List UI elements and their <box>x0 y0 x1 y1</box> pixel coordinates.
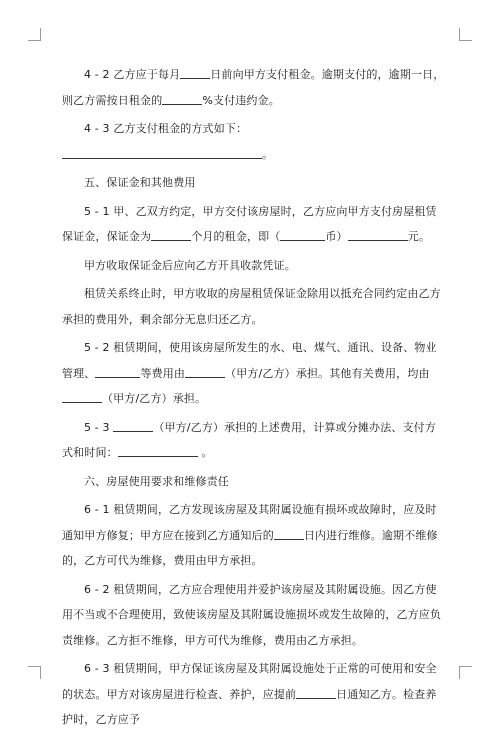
clause-6-3 <box>62 656 446 733</box>
crop-mark-bottom-right <box>459 666 472 679</box>
clause-text: 5 - 3 <box>84 420 114 434</box>
clause-6-1 <box>62 497 446 574</box>
blank-field[interactable] <box>348 228 408 241</box>
blank-field[interactable] <box>113 419 153 432</box>
section-heading-6: 六、房屋使用要求和维修责任 <box>84 474 229 488</box>
blank-field[interactable] <box>180 66 210 79</box>
clause-5-1-refund: 租赁关系终止时，甲方收取的房屋租赁保证金除用以抵充合同约定由乙方承担的费用外，剩余部分无息归还乙方。 <box>62 287 441 326</box>
clause-text: 日内进行维修。逾期不维修的，乙方可代为维修，费用由甲方承担。 <box>62 528 438 567</box>
clause-5-2 <box>62 335 446 412</box>
clause-text: 6 - 1 租赁期间，乙方发现该房屋及其附属设施有损坏或故障时，应及时通知甲方修复；甲方应在接到乙方通知后的 <box>62 503 437 542</box>
clause-4-2 <box>62 62 446 113</box>
clause-text: 5 - 2 租赁期间，使用该房屋所发生的水、电、煤气、通讯、设备、物业管理、 <box>62 341 437 380</box>
clause-text: （甲方/乙方）承担的上述费用，计算或分摊办法、支付方式和时间： <box>62 420 436 459</box>
blank-field[interactable] <box>280 228 325 241</box>
clause-text: 个月的租金，即（ <box>191 230 281 243</box>
clause-text: 元。 <box>407 230 431 243</box>
crop-mark-top-right <box>459 28 472 41</box>
clause-text: （甲方/乙方）承担。其他有关费用，均由 <box>225 366 430 380</box>
blank-field[interactable] <box>95 365 140 378</box>
clause-text: 6 - 3 租赁期间，甲方保证该房屋及其附属设施处于正常的可使用和安全的状态。甲方对该房屋进行检查、养护，应提前 <box>62 662 437 701</box>
blank-field[interactable] <box>274 527 304 540</box>
document-page <box>62 62 446 733</box>
blank-field[interactable] <box>185 365 225 378</box>
clause-text: 币） <box>325 230 348 243</box>
clause-5-1 <box>62 199 446 250</box>
clause-text: 。 <box>197 446 213 459</box>
crop-mark-top-left <box>28 28 41 41</box>
clause-text: 4 - 2 乙方应于每月 <box>84 68 181 81</box>
clause-text: 等费用由 <box>140 366 186 380</box>
blank-field[interactable] <box>62 146 262 159</box>
clause-text: 日前向甲方支付租金。逾期支付的，逾期一日，则乙方需按日租金的 <box>62 68 445 107</box>
blank-field[interactable] <box>162 92 202 105</box>
blank-field[interactable] <box>62 390 102 403</box>
clause-4-3 <box>62 116 446 167</box>
clause-text: %支付违约金。 <box>202 93 280 107</box>
clause-text: 。 <box>262 147 274 161</box>
blank-field[interactable] <box>151 228 191 241</box>
clause-5-1-receipt: 甲方收取保证金后应向乙方开具收款凭证。 <box>84 258 296 272</box>
crop-mark-bottom-left <box>28 666 41 679</box>
clause-text: （甲方/乙方）承担。 <box>102 392 207 405</box>
clause-text: 5 - 1 甲、乙双方约定，甲方交付该房屋时，乙方应向甲方支付房屋租赁保证金，保证金为 <box>62 204 437 243</box>
blank-field[interactable] <box>296 686 336 699</box>
clause-5-3 <box>62 415 446 466</box>
clause-6-2: 6 - 2 租赁期间，乙方应合理使用并爱护该房屋及其附属设施。因乙方使用不当或不合理使用，致使该房屋及其附属设施损坏或发生故障的，乙方应负责维修。乙方拒不维修，甲方可代为维修，费用由乙方承担。 <box>62 582 442 647</box>
clause-text: 4 - 3 乙方支付租金的方式如下： <box>84 122 248 135</box>
blank-field[interactable] <box>118 444 198 457</box>
section-heading-5: 五、保证金和其他费用 <box>84 176 196 189</box>
clause-text: 日通知乙方。检查养护时，乙方应予 <box>62 687 437 726</box>
